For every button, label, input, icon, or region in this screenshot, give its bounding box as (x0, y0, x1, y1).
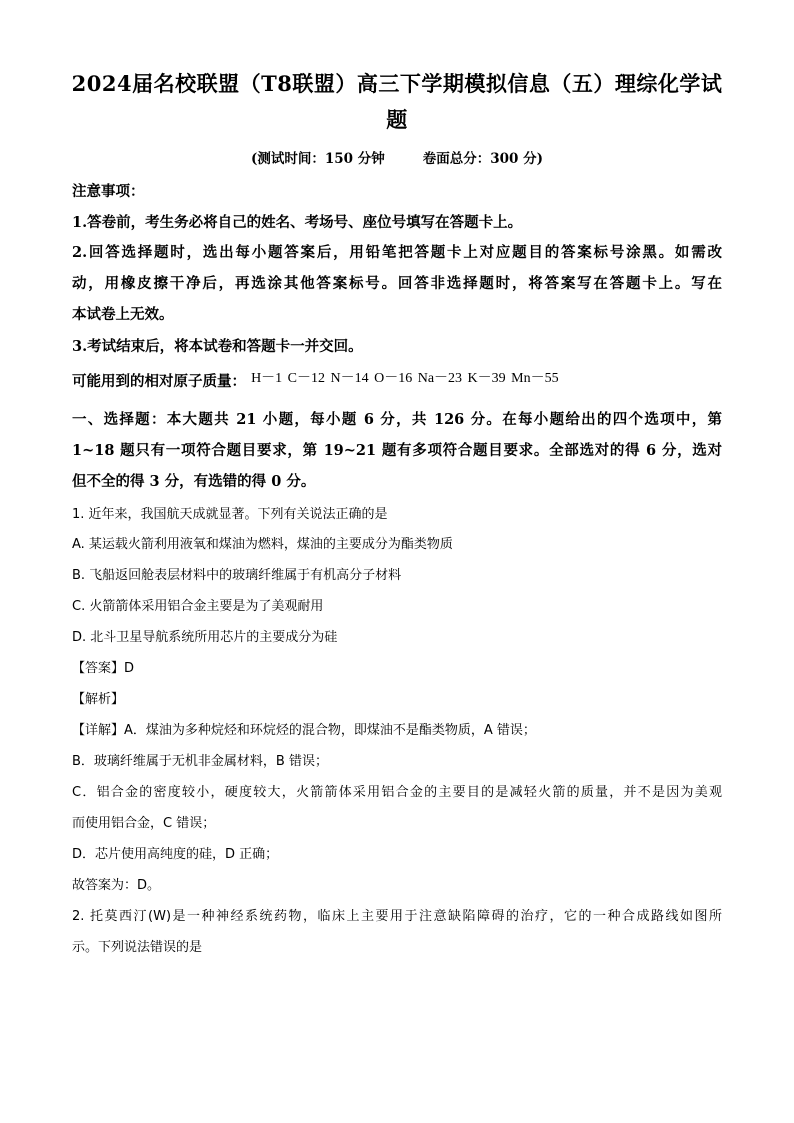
atomic-mass-label: 可能用到的相对原子质量： (72, 373, 246, 390)
notice-item-2-line-1: 2.回答选择题时，选出每小题答案后，用铅笔把答题卡上对应题目的答案标号涂黑。如需改 (72, 244, 722, 261)
q1-detail-d: D．芯片使用高纯度的硅，D 正确； (72, 847, 279, 862)
notice-heading: 注意事项： (72, 183, 145, 200)
q2-stem-line-1: 2. 托莫西汀(W)是一种神经系统药物，临床上主要用于注意缺陷障碍的治疗，它的一种合成路线如图所 (72, 909, 722, 924)
page-title-continued: 题 (386, 107, 408, 132)
q1-analysis-heading: 【解析】 (72, 692, 125, 707)
exam-score: 卷面总分：300 分) (422, 151, 544, 167)
q1-option-a: A. 某运载火箭利用液氧和煤油为燃料，煤油的主要成分为酯类物质 (72, 537, 453, 552)
exam-time: (测试时间：150 分钟 (250, 151, 385, 167)
atomic-mass-values: H－1 C－12 N－14 O－16 Na－23 K－39 Mn－55 (251, 371, 559, 386)
notice-item-1: 1.答卷前，考生务必将自己的姓名、考场号、座位号填写在答题卡上。 (72, 214, 523, 231)
notice-item-3: 3.考试结束后，将本试卷和答题卡一并交回。 (72, 338, 363, 355)
q1-option-d: D. 北斗卫星导航系统所用芯片的主要成分为硅 (72, 630, 338, 645)
section-1-line-2: 1~18 题只有一项符合题目要求，第 19~21 题有多项符合题目要求。全部选对的得 6 分，选对 (72, 442, 722, 459)
q1-detail-c-line-2: 而使用铝合金，C 错误； (72, 816, 216, 831)
atomic-mass (72, 372, 722, 393)
q1-detail-a: 【详解】A．煤油为多种烷烃和环烷烃的混合物，即煤油不是酯类物质，A 错误； (72, 723, 536, 738)
section-1-line-3: 但不全的得 3 分，有选错的得 0 分。 (72, 473, 316, 490)
q2-stem-line-2: 示。下列说法错误的是 (72, 940, 203, 955)
q1-detail-c-line-1: C．铝合金的密度较小，硬度较大，火箭箭体采用铝合金的主要目的是减轻火箭的质量，并不是因为美观 (72, 785, 722, 800)
exam-meta (70, 150, 724, 168)
q1-option-b: B. 飞船返回舱表层材料中的玻璃纤维属于有机高分子材料 (72, 568, 402, 583)
page-title: 2024届名校联盟（T8联盟）高三下学期模拟信息（五）理综化学试 (71, 71, 723, 96)
q1-option-c: C. 火箭箭体采用铝合金主要是为了美观耐用 (72, 599, 324, 614)
q1-conclusion: 故答案为：D。 (72, 878, 161, 893)
q1-stem: 1. 近年来，我国航天成就显著。下列有关说法正确的是 (72, 507, 388, 522)
notice-item-2-line-2: 动，用橡皮擦干净后，再选涂其他答案标号。回答非选择题时，将答案写在答题卡上。写在 (72, 275, 722, 292)
notice-item-2-line-3: 本试卷上无效。 (72, 306, 174, 323)
section-1-line-1: 一、选择题：本大题共 21 小题，每小题 6 分，共 126 分。在每小题给出的四个选项中，第 (72, 411, 722, 428)
q1-detail-b: B．玻璃纤维属于无机非金属材料，B 错误； (72, 754, 328, 769)
q1-answer: 【答案】D (72, 661, 135, 676)
